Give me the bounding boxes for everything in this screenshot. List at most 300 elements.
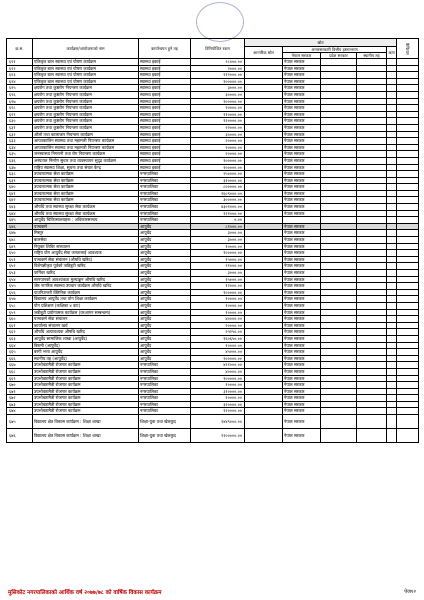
table-body	[7, 59, 419, 443]
row-internal	[245, 197, 283, 204]
row-remarks	[397, 98, 419, 105]
row-name: याउनिउन्तरी क्लिनिक कार्यक्रम	[33, 289, 139, 296]
row-internal	[245, 124, 283, 131]
row-amount: २१०००.००	[191, 263, 245, 270]
row-local	[357, 217, 387, 224]
row-level: आयुर्वेद	[139, 349, 191, 356]
table-row	[7, 190, 419, 197]
row-level: स्वास्थ्य इकाई	[139, 131, 191, 138]
row-internal	[245, 72, 283, 79]
row-local	[357, 375, 387, 382]
row-loan	[387, 204, 397, 211]
row-level: स्वास्थ्य इकाई	[139, 138, 191, 145]
row-name: बरगी भत्ता आयुर्वेद	[33, 349, 139, 356]
row-local	[357, 263, 387, 270]
row-name: उपभोक्तामैत्री रोजगार कार्यक्रम	[33, 368, 139, 375]
row-federal: नेपाल सरकार	[283, 151, 321, 158]
header-sn: क्र.स.	[7, 39, 33, 59]
row-remarks	[397, 270, 419, 277]
row-level: आयुर्वेद	[139, 283, 191, 290]
row-sn: ६६१	[7, 322, 33, 329]
row-loan	[387, 429, 397, 443]
table-row	[7, 72, 419, 79]
row-name: राष्ट्रिय स्वास्थ्य शिक्षा, सूचना तथा संचार केन्द्र	[33, 164, 139, 171]
row-level: आयुर्वेद	[139, 270, 191, 277]
row-remarks	[397, 118, 419, 125]
row-province	[321, 223, 357, 230]
row-sn: ६५८	[7, 302, 33, 309]
row-local	[357, 243, 387, 250]
row-province	[321, 322, 357, 329]
row-internal	[245, 157, 283, 164]
row-remarks	[397, 204, 419, 211]
page-number: पेज१२	[404, 589, 416, 595]
row-province	[321, 78, 357, 85]
row-remarks	[397, 78, 419, 85]
row-remarks	[397, 329, 419, 336]
row-level: आयुर्वेद	[139, 322, 191, 329]
row-province	[321, 375, 357, 382]
row-level: आयुर्वेद	[139, 230, 191, 237]
row-name: योग प्रशिक्षण (कक्षिका ४ वटा)	[33, 302, 139, 309]
row-remarks	[397, 401, 419, 408]
row-loan	[387, 65, 397, 72]
row-internal	[245, 296, 283, 303]
row-level: नगरपालिका	[139, 177, 191, 184]
row-level: नगरपालिका	[139, 388, 191, 395]
row-loan	[387, 388, 397, 395]
row-internal	[245, 382, 283, 389]
row-internal	[245, 335, 283, 342]
header-intergov: अन्तरसरकारी वित्तीय हस्तान्तरण	[283, 47, 387, 53]
row-local	[357, 85, 387, 92]
row-loan	[387, 256, 397, 263]
row-internal	[245, 256, 283, 263]
row-remarks	[397, 237, 419, 244]
row-federal: नेपाल सरकार	[283, 223, 321, 230]
row-local	[357, 355, 387, 362]
row-remarks	[397, 395, 419, 402]
row-level: स्वास्थ्य इकाई	[139, 65, 191, 72]
row-province	[321, 362, 357, 369]
row-local	[357, 342, 387, 349]
row-level: नगरपालिका	[139, 362, 191, 369]
row-federal: नेपाल सरकार	[283, 415, 321, 429]
row-amount: ८१०००.००	[191, 223, 245, 230]
table-row	[7, 111, 419, 118]
row-amount: १२०००.००	[191, 283, 245, 290]
row-remarks	[397, 342, 419, 349]
row-amount: २००००.००	[191, 144, 245, 151]
row-internal	[245, 230, 283, 237]
row-remarks	[397, 131, 419, 138]
header-federal: नेपाल सरकार	[283, 53, 321, 59]
row-federal: नेपाल सरकार	[283, 118, 321, 125]
row-province	[321, 111, 357, 118]
row-local	[357, 382, 387, 389]
row-amount: १०००००.००	[191, 375, 245, 382]
row-federal: नेपाल सरकार	[283, 243, 321, 250]
row-province	[321, 91, 357, 98]
row-amount: ३१००००.००	[191, 388, 245, 395]
row-province	[321, 349, 357, 356]
row-remarks	[397, 388, 419, 395]
row-level: आयुर्वेद	[139, 276, 191, 283]
row-province	[321, 415, 357, 429]
row-federal: नेपाल सरकार	[283, 382, 321, 389]
row-level: स्वास्थ्य इकाई	[139, 59, 191, 66]
row-remarks	[397, 375, 419, 382]
row-federal: नेपाल सरकार	[283, 368, 321, 375]
row-federal: नेपाल सरकार	[283, 250, 321, 257]
row-level: नगरपालिका	[139, 197, 191, 204]
row-amount: ८०००००.००	[191, 184, 245, 191]
row-level: स्वास्थ्य इकाई	[139, 164, 191, 171]
row-federal: नेपाल सरकार	[283, 355, 321, 362]
row-name: फर्निचर खरिद	[33, 270, 139, 277]
row-local	[357, 190, 387, 197]
row-internal	[245, 395, 283, 402]
row-amount: १४४९०००.००	[191, 415, 245, 429]
row-name: पञ्चकर्म सेवा संचालन (औषधि खरिद)	[33, 256, 139, 263]
row-sn: ६६०	[7, 316, 33, 323]
footer-title: मुसिकोट नगरपालिकाको आर्थिक वर्ष २०७७/७८ को वार्षिक विकास कार्यक्रम	[8, 590, 162, 596]
row-local	[357, 250, 387, 257]
row-name: जडीबुटी प्रयोगात्मक कार्यक्रम (घरआगन सम्बन्धमा)	[33, 309, 139, 316]
row-province	[321, 217, 357, 224]
table-row	[7, 210, 419, 217]
row-name: उपचारात्मक सेवा कार्यक्रम	[33, 171, 139, 178]
row-amount: १२१०००.००	[191, 210, 245, 217]
row-level: नगरपालिका	[139, 204, 191, 211]
row-sn: ६३०	[7, 118, 33, 125]
row-amount: १००००.००	[191, 382, 245, 389]
row-local	[357, 124, 387, 131]
row-name: उपभोक्तामैत्री रोजगार कार्यक्रम	[33, 395, 139, 402]
row-amount: १०००००.००	[191, 98, 245, 105]
row-loan	[387, 375, 397, 382]
row-local	[357, 408, 387, 415]
row-province	[321, 408, 357, 415]
row-level: नगरपालिका	[139, 395, 191, 402]
row-internal	[245, 85, 283, 92]
row-sn: ६४४	[7, 210, 33, 217]
row-federal: नेपाल सरकार	[283, 270, 321, 277]
row-internal	[245, 65, 283, 72]
row-sn: ६५७	[7, 296, 33, 303]
row-local	[357, 230, 387, 237]
row-amount: ३०००.००	[191, 237, 245, 244]
row-sn: ६६७	[7, 362, 33, 369]
row-local	[357, 429, 387, 443]
row-local	[357, 72, 387, 79]
row-loan	[387, 78, 397, 85]
row-sn: ६२९	[7, 111, 33, 118]
row-internal	[245, 177, 283, 184]
row-loan	[387, 335, 397, 342]
row-remarks	[397, 210, 419, 217]
row-loan	[387, 322, 397, 329]
row-federal: नेपाल सरकार	[283, 329, 321, 336]
row-local	[357, 164, 387, 171]
table-row	[7, 309, 419, 316]
row-remarks	[397, 217, 419, 224]
row-remarks	[397, 91, 419, 98]
row-province	[321, 316, 357, 323]
row-loan	[387, 270, 397, 277]
row-province	[321, 118, 357, 125]
row-local	[357, 98, 387, 105]
row-loan	[387, 85, 397, 92]
table-row	[7, 302, 419, 309]
row-amount: १६०६५०.००	[191, 335, 245, 342]
row-local	[357, 401, 387, 408]
row-remarks	[397, 243, 419, 250]
row-internal	[245, 118, 283, 125]
table-row	[7, 184, 419, 191]
row-level: स्वास्थ्य इकाई	[139, 98, 191, 105]
row-name: आपतकालिन स्वास्थ्य तथा महामारी नियन्त्रण कार्यक्रम	[33, 138, 139, 145]
row-loan	[387, 124, 397, 131]
row-federal: नेपाल सरकार	[283, 204, 321, 211]
row-loan	[387, 316, 397, 323]
row-internal	[245, 105, 283, 112]
row-province	[321, 230, 357, 237]
row-local	[357, 118, 387, 125]
row-level: स्वास्थ्य इकाई	[139, 78, 191, 85]
row-remarks	[397, 85, 419, 92]
row-name: उपभोक्तामैत्री रोजगार कार्यक्रम	[33, 388, 139, 395]
row-sn: ६७२	[7, 395, 33, 402]
table-row	[7, 382, 419, 389]
row-loan	[387, 342, 397, 349]
row-loan	[387, 309, 397, 316]
row-loan	[387, 138, 397, 145]
row-internal	[245, 144, 283, 151]
row-level: स्वास्थ्य इकाई	[139, 91, 191, 98]
row-local	[357, 256, 387, 263]
row-federal: नेपाल सरकार	[283, 237, 321, 244]
row-sn: ६२१	[7, 59, 33, 66]
row-name: क्षयरोग तथा कुष्ठरोग नियन्त्रण कार्यक्रम	[33, 111, 139, 118]
row-province	[321, 237, 357, 244]
row-loan	[387, 349, 397, 356]
row-remarks	[397, 415, 419, 429]
row-sn: ६२२	[7, 65, 33, 72]
row-name: उपचारात्मक सेवा कार्यक्रम	[33, 184, 139, 191]
row-amount: २८०००.००	[191, 59, 245, 66]
row-amount: ४३०१०००.००	[191, 204, 245, 211]
row-local	[357, 316, 387, 323]
row-internal	[245, 289, 283, 296]
row-amount: १००००.००	[191, 309, 245, 316]
row-federal: नेपाल सरकार	[283, 177, 321, 184]
row-province	[321, 256, 357, 263]
row-name: क्षयरोग तथा कुष्ठरोग नियन्त्रण कार्यक्रम	[33, 91, 139, 98]
row-level: स्वास्थ्य इकाई	[139, 85, 191, 92]
table-row	[7, 78, 419, 85]
row-level: नगरपालिका	[139, 382, 191, 389]
row-sn: ६७०	[7, 382, 33, 389]
row-province	[321, 270, 357, 277]
row-amount: १५०००.००	[191, 276, 245, 283]
row-internal	[245, 138, 283, 145]
table-row	[7, 243, 419, 250]
row-sn: ६५५	[7, 283, 33, 290]
row-federal: नेपाल सरकार	[283, 349, 321, 356]
row-loan	[387, 210, 397, 217]
row-local	[357, 322, 387, 329]
row-name: उपभोक्तामैत्री रोजगार कार्यक्रम	[33, 408, 139, 415]
row-local	[357, 302, 387, 309]
row-sn: ६७४	[7, 408, 33, 415]
row-local	[357, 59, 387, 66]
row-federal: नेपाल सरकार	[283, 401, 321, 408]
row-local	[357, 329, 387, 336]
row-province	[321, 65, 357, 72]
row-sn: ६५३	[7, 270, 33, 277]
row-federal: नेपाल सरकार	[283, 85, 321, 92]
row-sn: ६६९	[7, 375, 33, 382]
row-internal	[245, 349, 283, 356]
row-remarks	[397, 138, 419, 145]
row-internal	[245, 243, 283, 250]
row-local	[357, 78, 387, 85]
table-row	[7, 355, 419, 362]
row-sn: ६२७	[7, 98, 33, 105]
row-federal: नेपाल सरकार	[283, 144, 321, 151]
row-local	[357, 65, 387, 72]
row-internal	[245, 131, 283, 138]
row-sn: ६३५	[7, 151, 33, 158]
row-remarks	[397, 316, 419, 323]
row-level: आयुर्वेद	[139, 329, 191, 336]
row-sn: ६३१	[7, 124, 33, 131]
row-internal	[245, 362, 283, 369]
row-level: आयुर्वेद	[139, 355, 191, 362]
row-amount: १५०००.००	[191, 256, 245, 263]
row-federal: नेपाल सरकार	[283, 184, 321, 191]
row-sn: ६४१	[7, 190, 33, 197]
row-level: शिक्षा-युवा तथा खेलकुद	[139, 415, 191, 429]
office-stamp	[196, 2, 244, 42]
row-internal	[245, 415, 283, 429]
row-internal	[245, 375, 283, 382]
row-remarks	[397, 302, 419, 309]
row-province	[321, 124, 357, 131]
row-loan	[387, 355, 397, 362]
row-name: कार्यालय संचालन खर्च	[33, 322, 139, 329]
row-internal	[245, 184, 283, 191]
row-sn: ६२४	[7, 78, 33, 85]
row-local	[357, 395, 387, 402]
row-amount: ४२१०००.००	[191, 362, 245, 369]
row-federal: नेपाल सरकार	[283, 230, 321, 237]
row-local	[357, 144, 387, 151]
row-remarks	[397, 177, 419, 184]
row-province	[321, 368, 357, 375]
row-internal	[245, 342, 283, 349]
row-amount: २०००.००	[191, 65, 245, 72]
row-level: स्वास्थ्य इकाई	[139, 72, 191, 79]
row-local	[357, 157, 387, 164]
table-row	[7, 322, 419, 329]
row-remarks	[397, 190, 419, 197]
row-federal: नेपाल सरकार	[283, 316, 321, 323]
row-amount: २००००.००	[191, 151, 245, 158]
row-loan	[387, 243, 397, 250]
row-province	[321, 184, 357, 191]
row-federal: नेपाल सरकार	[283, 309, 321, 316]
row-remarks	[397, 105, 419, 112]
row-local	[357, 223, 387, 230]
table-row	[7, 223, 419, 230]
row-internal	[245, 316, 283, 323]
row-internal	[245, 171, 283, 178]
row-name: एकिकृत बाल स्वास्थ्य एवं पोषण कार्यक्रम	[33, 65, 139, 72]
table-row	[7, 342, 419, 349]
row-federal: नेपाल सरकार	[283, 65, 321, 72]
row-remarks	[397, 309, 419, 316]
row-loan	[387, 223, 397, 230]
table-row	[7, 329, 419, 336]
row-local	[357, 296, 387, 303]
row-province	[321, 98, 357, 105]
row-loan	[387, 395, 397, 402]
budget-table	[6, 38, 419, 443]
row-remarks	[397, 276, 419, 283]
row-local	[357, 197, 387, 204]
row-loan	[387, 382, 397, 389]
row-level: स्वास्थ्य इकाई	[139, 105, 191, 112]
row-local	[357, 368, 387, 375]
row-sn: ६४२	[7, 197, 33, 204]
row-name: औषधि तथा स्वास्थ्य सुरक्षा सेवा कार्यक्रम	[33, 204, 139, 211]
row-sn: ६३७	[7, 164, 33, 171]
header-name: कार्यक्रम/आयोजनाको नाम	[33, 39, 139, 59]
row-level: आयुर्वेद	[139, 342, 191, 349]
budget-table-container	[6, 38, 418, 443]
row-amount: १००००.००	[191, 243, 245, 250]
row-amount: ३०००.००	[191, 85, 245, 92]
row-federal: नेपाल सरकार	[283, 322, 321, 329]
table-row	[7, 335, 419, 342]
row-local	[357, 171, 387, 178]
row-federal: नेपाल सरकार	[283, 395, 321, 402]
row-remarks	[397, 151, 419, 158]
row-level: शिक्षा-युवा तथा खेलकुद	[139, 429, 191, 443]
table-row	[7, 59, 419, 66]
row-local	[357, 151, 387, 158]
row-loan	[387, 91, 397, 98]
row-remarks	[397, 429, 419, 443]
row-internal	[245, 276, 283, 283]
row-province	[321, 355, 357, 362]
row-internal	[245, 164, 283, 171]
row-remarks	[397, 184, 419, 191]
row-internal	[245, 368, 283, 375]
row-amount: २००००.००	[191, 105, 245, 112]
row-amount: १००००.००	[191, 302, 245, 309]
row-federal	[283, 217, 321, 224]
row-province	[321, 388, 357, 395]
row-sn: ६३९	[7, 177, 33, 184]
row-federal: नेपाल सरकार	[283, 289, 321, 296]
row-local	[357, 349, 387, 356]
row-name: क्षयरोग तथा कुष्ठरोग नियन्त्रण कार्यक्रम	[33, 124, 139, 131]
row-loan	[387, 250, 397, 257]
row-province	[321, 131, 357, 138]
